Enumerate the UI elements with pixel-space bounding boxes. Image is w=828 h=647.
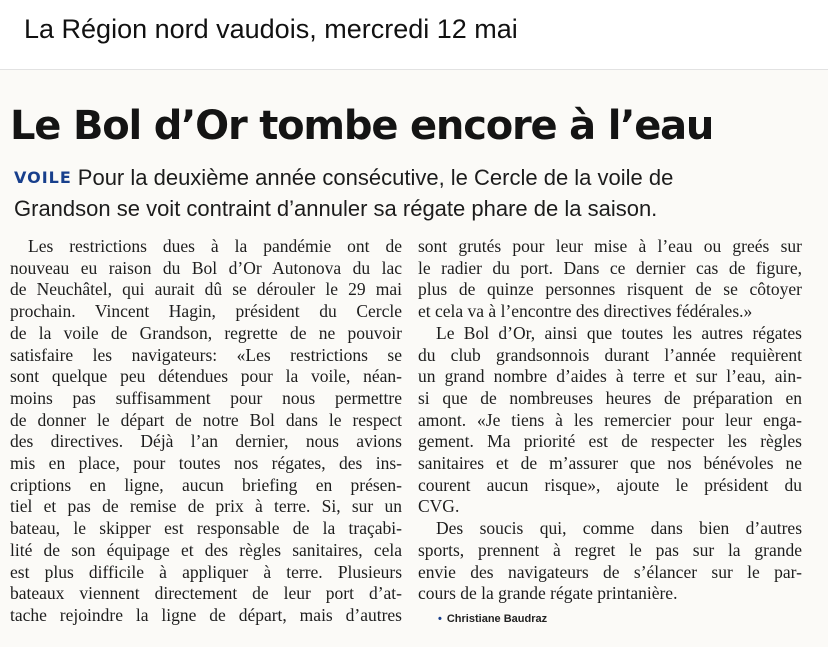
source-line: La Région nord vaudois, mercredi 12 mai: [24, 14, 518, 44]
column-line: bateau, le skipper est responsable de la traçabi-: [10, 518, 402, 539]
column-line: et cela va à l’encontre des directives fédérales.»: [418, 301, 753, 322]
column-line: sont grutés pour leur mise à l’eau ou greés sur: [418, 236, 802, 256]
column-line: du club grandsonnois durant l’année requièrent: [418, 344, 802, 365]
column-line: mis en place, pour toutes nos régates, des ins-: [10, 453, 402, 474]
article-byline: [418, 609, 802, 631]
column-line: envie des navigateurs de s’élancer sur le par-: [418, 561, 802, 582]
byline-author: Christiane Baudraz: [446, 612, 548, 625]
column-line: Des soucis qui, comme dans bien d’autres: [436, 518, 802, 539]
column-line: CVG.: [418, 496, 460, 517]
column-line: amont. «Je tiens à les remercier pour leur enga-: [418, 409, 802, 430]
article-headline: Le Bol d’Or tombe encore à l’eau: [10, 103, 714, 149]
column-line: lité de son équipage et des règles sanitaires, cela: [10, 539, 402, 560]
lede-line-1: [14, 163, 814, 194]
column-line: nouveau eu raison du Bol d’Or Autonova du lac: [10, 257, 402, 278]
column-line: plus de quinze personnes risquent de se côtoyer: [418, 279, 802, 300]
column-line: sports, prennent à regret le pas sur la grande: [418, 539, 802, 560]
column-line: Les restrictions dues à la pandémie ont de: [28, 236, 402, 256]
column-line: sanitaires et de m’assurer que nos bénévoles ne: [418, 453, 802, 474]
column-line: tiel et pas de remise de prix à terre. Si, sur un: [10, 496, 402, 517]
column-line: si que de nombreuses heures de préparation en: [418, 387, 802, 408]
lede-line-2: Grandson se voit contraint d’annuler sa régate phare de la saison.: [14, 196, 658, 221]
column-line: de la voile de Grandson, regrette de ne pouvoir: [10, 322, 402, 343]
column-line: un grand nombre d’aides à terre et sur l’eau, ain-: [418, 366, 802, 387]
column-line: moins pas suffisamment pour nous permettre: [10, 387, 402, 408]
column-line: gement. Ma priorité est de respecter les règles: [418, 431, 802, 452]
article-column-right: [418, 236, 802, 631]
column-line: est plus difficile à appliquer à terre. Plusieurs: [10, 561, 402, 582]
column-line: satisfaire les navigateurs: «Les restrictions se: [10, 344, 402, 365]
source-header: [0, 0, 828, 70]
rubric-label: VOILE: [14, 168, 72, 187]
column-line: sont quelque peu détendues pour la voile, néan-: [10, 366, 402, 387]
column-line: de Neuchâtel, qui aurait dû se dérouler le 29 mai: [10, 279, 402, 300]
article-column-left: [10, 236, 402, 627]
column-line: Le Bol d’Or, ainsi que toutes les autres régates: [436, 322, 802, 343]
byline-bullet-icon: •: [438, 612, 442, 625]
column-line: tache rejoindre la ligne de départ, mais d’autres: [10, 604, 402, 625]
article-lede: [14, 163, 814, 223]
column-line: des directives. Déjà l’an dernier, nous avions: [10, 431, 402, 452]
column-line: cours de la grande régate printanière.: [418, 583, 678, 604]
column-line: bateaux viennent directement de leur port d’at-: [10, 583, 402, 604]
column-line: prochain. Vincent Hagin, président du Cercle: [10, 301, 402, 322]
column-line: de donner le départ de notre Bol dans le respect: [10, 409, 402, 430]
column-line: criptions en ligne, aucun briefing en présen-: [10, 474, 402, 495]
column-line: le radier du port. Dans ce dernier cas de figure,: [418, 257, 802, 278]
column-line: courent aucun risque», ajoute le président du: [418, 474, 802, 495]
lede-text-1: Pour la deuxième année consécutive, le Cercle de la voile de: [77, 165, 674, 190]
